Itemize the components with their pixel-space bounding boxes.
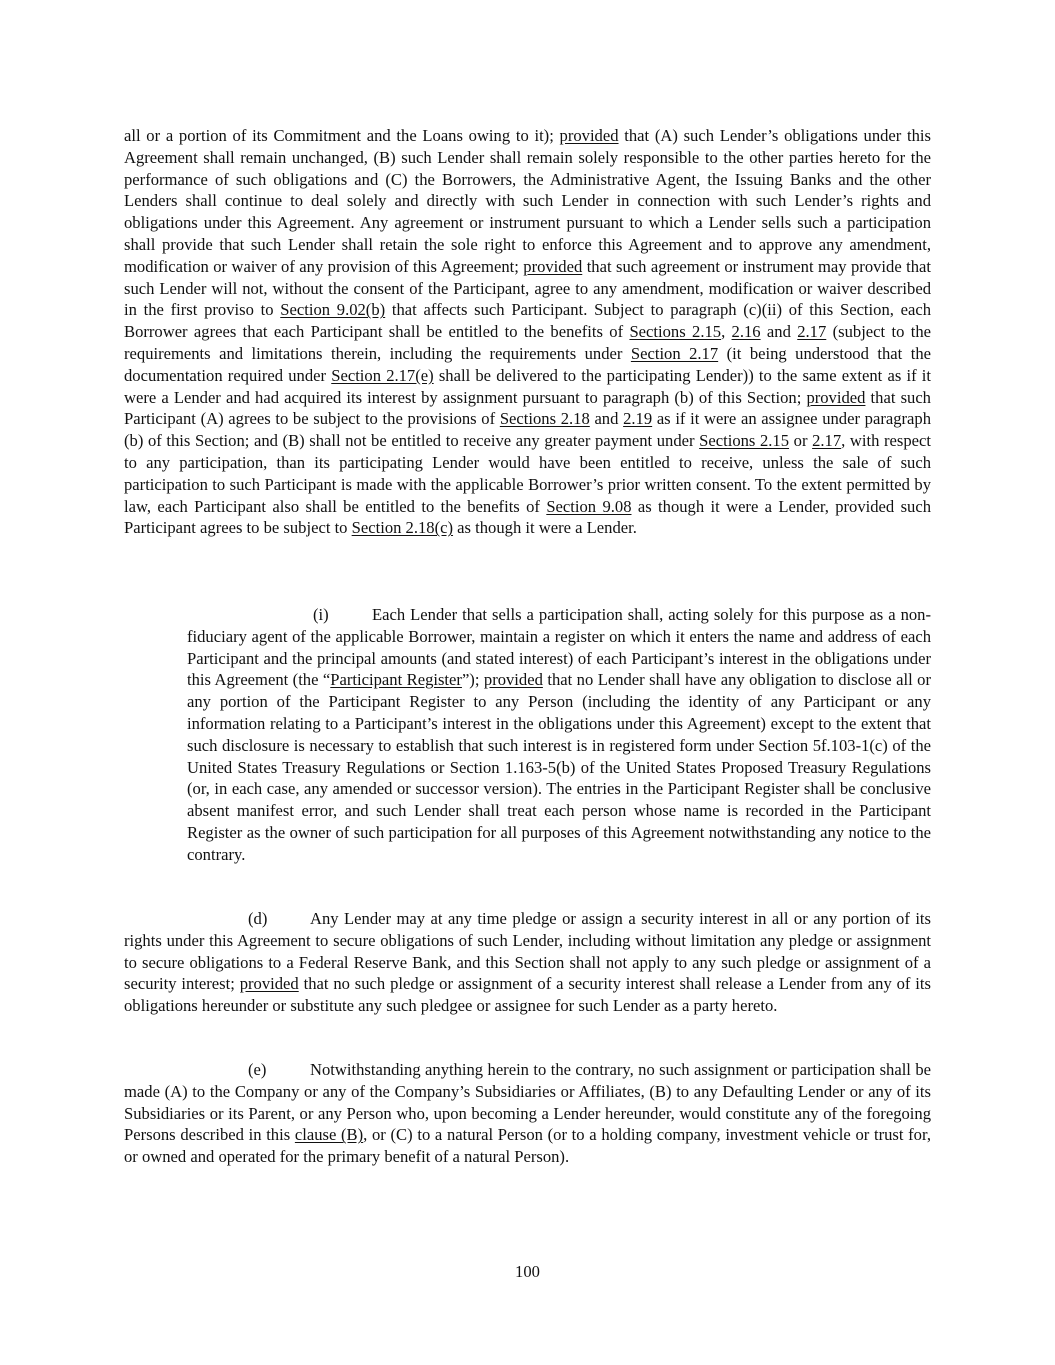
- paragraph-e-restrictions: [124, 1059, 931, 1168]
- text-run: that affects such Participant. Subject to paragraph (c)(ii) of this Section, each Borrower agrees that each Participant shall be entitled to the benefits of: [124, 300, 932, 342]
- section-reference: Sections 2.15: [629, 322, 722, 342]
- paragraph-participation-continued: [124, 125, 931, 539]
- text-run: (it being understood that the documentation required under: [124, 343, 931, 385]
- text-run: that such agreement or instrument may provide that such Lender will not, without the consent of the Participant, agree to any amendment, modification or waiver described in the first proviso to: [124, 256, 931, 320]
- section-reference: 2.17: [812, 431, 842, 451]
- section-reference: Section 9.02(b): [280, 300, 386, 320]
- section-reference: Section 2.18(c): [351, 518, 454, 538]
- provided-term: provided: [483, 670, 543, 690]
- text-run: shall be delivered to the participating Lender)) to the same extent as if it were a Lender and had acquired its interest by assignment pursuant to paragraph (b) of this Section;: [124, 365, 932, 407]
- text-run: that no such pledge or assignment of a security interest shall release a Lender from any of its obligations hereunder or substitute any such pledgee or assignee for such Lender as a party hereto.: [124, 974, 931, 1016]
- text-run: ,: [721, 322, 732, 342]
- clause-reference: clause (B): [294, 1125, 364, 1145]
- text-run: Any Lender may at any time pledge or assign a security interest in all or any portion of its rights under this Agreement to secure obligations of such Lender, including without limitation any pledge or assignment to secure obligations to a Federal Reserve Bank, and this Section shall not apply to any such pledge or assignment of a security interest;: [124, 909, 931, 994]
- text-run: as if it were an assignee under paragraph (b) of this Section; and (B) shall not be entitled to receive any greater payment under: [124, 409, 931, 451]
- text-run: that (A) such Lender’s obligations under this Agreement shall remain unchanged, (B) such Lender shall remain solely responsible to the other parties hereto for the performance of such obligations and (C) the Borrowers, the Administrative Agent, the Issuing Banks and the other Lenders shall continue to deal solely and directly with such Lender in connection with such Lender’s rights and obligations under this Agreement. Any agreement or instrument pursuant to which a Lender sells such a participation shall provide that such Lender shall retain the sole right to enforce this Agreement and to approve any amendment, modification or waiver of any provision of this Agreement;: [124, 126, 931, 276]
- paragraph-number-label: (i): [313, 605, 329, 624]
- text-run: as though it were a Lender.: [453, 518, 637, 538]
- provided-term: provided: [806, 387, 866, 407]
- section-reference: Section 2.17(e): [331, 365, 434, 385]
- text-run: as though it were a Lender, provided such Participant agrees to be subject to: [124, 496, 932, 538]
- section-reference: Sections 2.18: [499, 409, 590, 429]
- text-run: that such Participant (A) agrees to be subject to the provisions of: [124, 387, 931, 429]
- section-reference: Section 2.17: [630, 343, 719, 363]
- paragraph-number-label: (d): [248, 909, 268, 928]
- section-reference: 2.17: [797, 322, 827, 342]
- paragraph-number: [124, 1059, 310, 1081]
- text-run: and: [589, 409, 624, 429]
- provided-term: provided: [523, 256, 583, 276]
- defined-term: Participant Register: [330, 670, 462, 690]
- text-run: that no Lender shall have any obligation to disclose all or any portion of the Participant Register to any Person (including the identity of any Participant or any information relating to a Participant’s interest in the obligations under this Agreement) except to the extent that such disclosure is necessary to establish that such interest is in registered form under Section 5f.103-1(c) of the United States Treasury Regulations or Section 1.163-5(b) of the United States Proposed Treasury Regulations (or, in each case, any amended or successor version). The entries in the Participant Register shall be conclusive absent manifest error, and such Lender shall treat each person whose name is recorded in the Participant Register as the owner of such participation for all purposes of this Agreement notwithstanding any notice to the contrary.: [187, 670, 931, 864]
- text-run: Notwithstanding anything herein to the contrary, no such assignment or participation shall be made (A) to the Company or any of the Company’s Subsidiaries or Affiliates, (B) to any Defaulting Lender or any of its Subsidiaries or its Parent, or any Person who, upon becoming a Lender hereunder, would constitute any of the foregoing Persons described in this: [124, 1060, 931, 1145]
- provided-term: provided: [239, 974, 299, 994]
- paragraph-d-pledge: [124, 908, 931, 1017]
- text-run: or: [789, 431, 813, 451]
- text-run: (subject to the requirements and limitations therein, including the requirements under: [124, 322, 931, 363]
- text-run: Each Lender that sells a participation shall, acting solely for this purpose as a non-fiduciary agent of the applicable Borrower, maintain a register on which it enters the name and address of each Participant and the principal amounts (and stated interest) of each Participant’s interest in the obligations under this Agreement (the “: [187, 605, 931, 690]
- text-run: , or (C) to a natural Person (or to a holding company, investment vehicle or trust for, or owned and operated for the primary benefit of a natural Person).: [124, 1125, 931, 1167]
- text-run: , with respect to any participation, than its participating Lender would have been entitled to receive, unless the sale of such participation to such Participant is made with the applicable Borrower’s prior written consent. To the extent permitted by law, each Participant also shall be entitled to the benefits of: [124, 431, 932, 516]
- text-run: and: [760, 322, 798, 342]
- paragraph-number: [124, 908, 310, 930]
- section-reference: 2.19: [623, 409, 653, 429]
- section-reference: Section 9.08: [546, 496, 632, 516]
- paragraph-number: [187, 604, 372, 626]
- paragraph-i-participant-register: [187, 604, 931, 866]
- provided-term: provided: [559, 126, 619, 145]
- page-number: 100: [515, 1262, 540, 1281]
- section-reference: Sections 2.15: [699, 431, 790, 451]
- text-run: ”);: [461, 670, 484, 690]
- text-run: all or a portion of its Commitment and the Loans owing to it);: [124, 126, 560, 145]
- paragraph-number-label: (e): [248, 1060, 267, 1079]
- section-reference: 2.16: [731, 322, 761, 342]
